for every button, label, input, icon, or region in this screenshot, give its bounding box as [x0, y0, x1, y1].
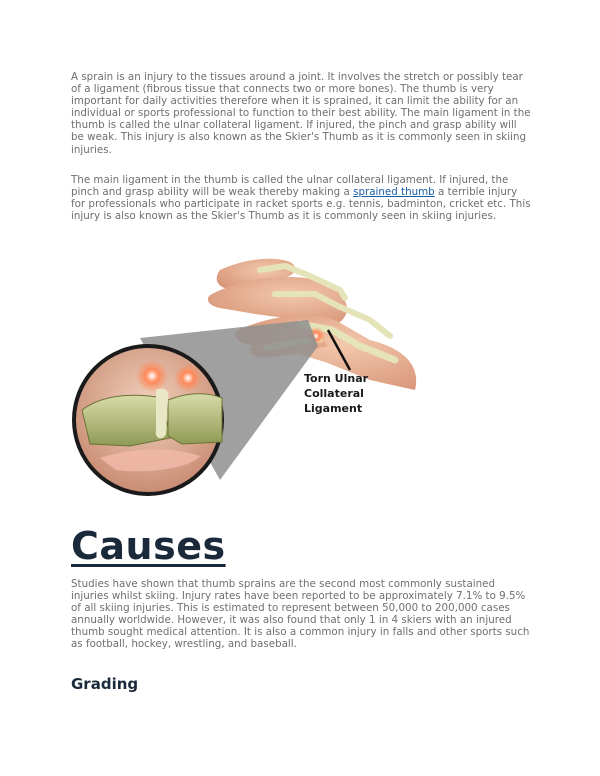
thumb-injury-illustration	[70, 250, 430, 512]
magnified-joint-view	[74, 346, 222, 494]
grading-heading: Grading	[71, 675, 139, 693]
ligament-paragraph-text-start: The main ligament in the thumb is called the ulnar collateral ligament. If injured, the pinch and grasp ability will be weak thereby making a	[71, 174, 509, 199]
ligament-paragraph-text-end: a terrible injury for professionals who participate in racket sports e.g. tennis, badminton, cricket etc. This injury is also known as the Skier's Thumb as it is commonly seen in skiing injuries.	[71, 186, 531, 223]
figure-label-line3: Ligament	[304, 402, 363, 415]
ligament-paragraph	[71, 174, 531, 222]
causes-paragraph: Studies have shown that thumb sprains are the second most commonly sustained injuries whilst skiing. Injury rates have been reported to be approximately 7.1% to 9.5% of all skiing injuries. This is estimated to represent between 50,000 to 200,000 cases annually worldwide. However, it was also found that only 1 in 4 skiers with an injured thumb sought medical attention. It is also a common injury in falls and other sports such as football, hockey, wrestling, and baseball.	[71, 578, 530, 651]
figure-label-line2: Collateral	[304, 387, 364, 400]
sprained-thumb-link[interactable]: sprained thumb	[353, 186, 435, 199]
causes-heading: Causes	[71, 524, 226, 568]
intro-paragraph: A sprain is an injury to the tissues around a joint. It involves the stretch or possibly tear of a ligament (fibrous tissue that connects two or more bones). The thumb is very important for daily activities therefore when it is sprained, it can limit the ability for an individual or sports professional to function to their best ability. The main ligament in the thumb is called the ulnar collateral ligament. If injured, the pinch and grasp ability will be weak. This injury is also known as the Skier's Thumb as it is commonly seen in skiing injuries.	[71, 71, 531, 156]
figure-label-line1: Torn Ulnar	[304, 372, 369, 385]
